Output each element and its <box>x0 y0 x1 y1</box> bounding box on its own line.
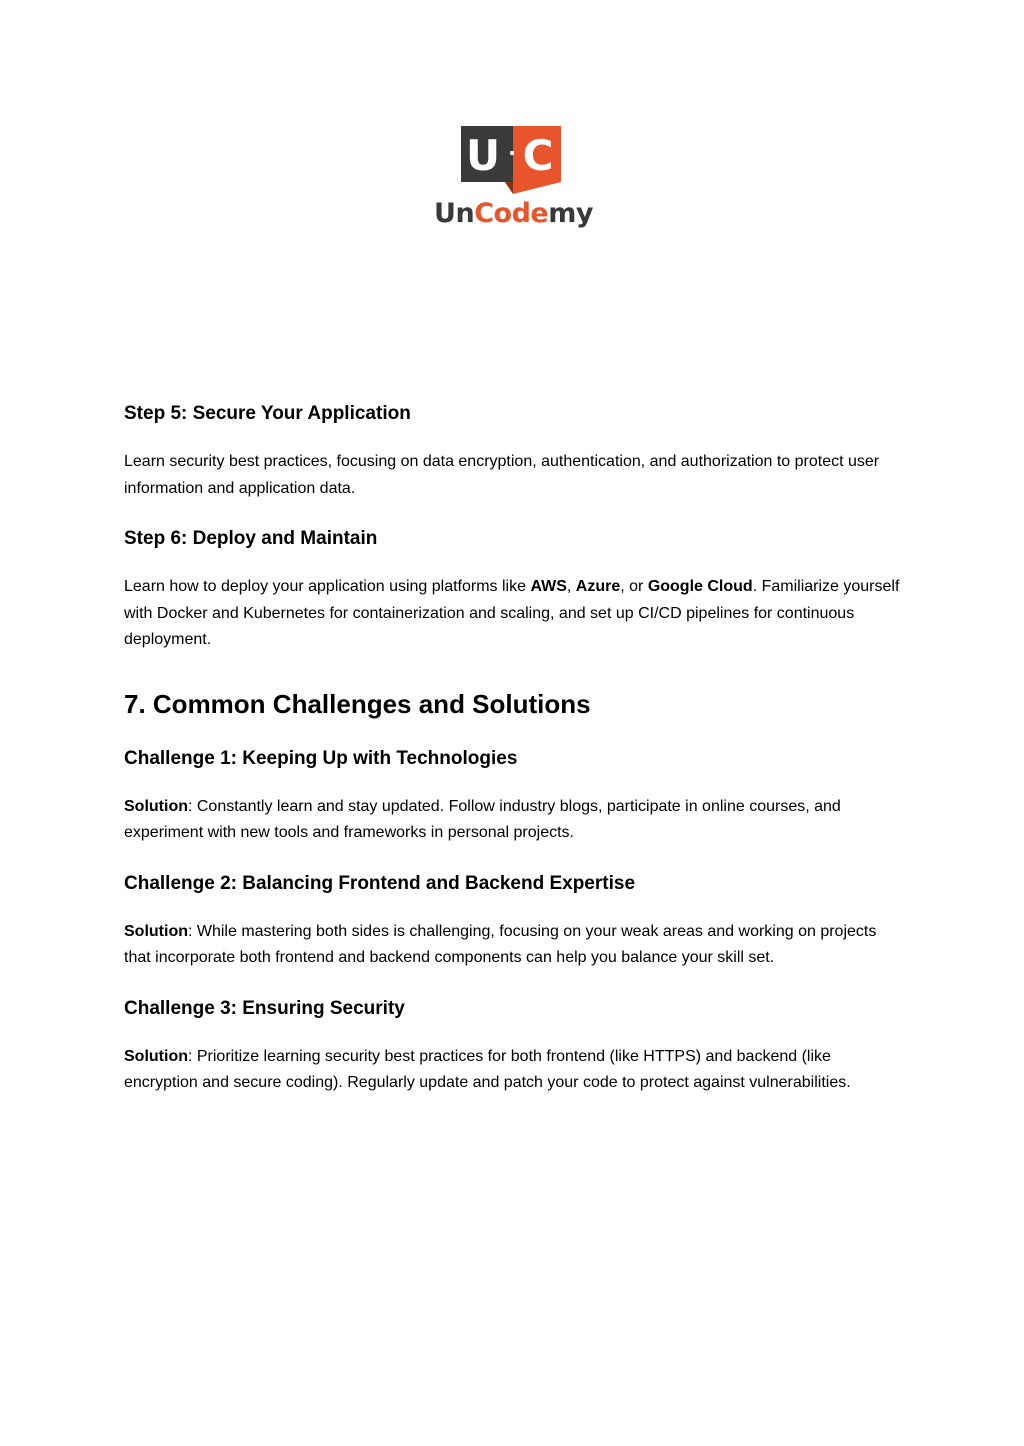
logo-word-part-1: Un <box>434 198 475 229</box>
step6-body-text-1: Learn how to deploy your application using platforms like <box>124 578 531 595</box>
challenge-1-heading: Challenge 1: Keeping Up with Technologies <box>124 747 518 769</box>
step6-body <box>124 574 904 654</box>
challenge-2-heading: Challenge 2: Balancing Frontend and Backend Expertise <box>124 872 636 894</box>
uncodemy-logo-mark <box>461 126 561 196</box>
step5-heading: Step 5: Secure Your Application <box>124 403 411 424</box>
challenge-1-solution-text: : Constantly learn and stay updated. Follow industry blogs, participate in online courses, and experiment with new tools and frameworks in personal projects. <box>124 797 841 841</box>
challenge-1-solution <box>124 794 904 847</box>
step6-heading: Step 6: Deploy and Maintain <box>124 528 378 549</box>
document-content <box>124 400 904 1097</box>
logo-mark-letter-u: U <box>465 131 501 180</box>
logo-word-part-3: my <box>548 198 593 229</box>
challenge-3-solution-text: : Prioritize learning security best practices for both frontend (like HTTPS) and backend (like encryption and secure coding). Regularly update and patch your code to protect against vulnerabilities. <box>124 1047 851 1091</box>
challenge-2-solution-text: : While mastering both sides is challenging, focusing on your weak areas and working on projects that incorporate both frontend and backend components can help you balance your skill set. <box>124 922 877 966</box>
challenges-heading: 7. Common Challenges and Solutions <box>124 688 591 719</box>
uncodemy-logo <box>431 126 596 236</box>
step6-azure: Azure <box>575 578 621 595</box>
logo-mark-dot: · <box>508 141 516 165</box>
step6-sep-2: , or <box>620 578 648 595</box>
step5-body: Learn security best practices, focusing on data encryption, authentication, and authorization to protect user information and application data. <box>124 453 880 497</box>
logo-wordmark <box>431 198 596 230</box>
challenge-1-solution-label: Solution <box>124 797 188 815</box>
challenge-2-solution <box>124 919 904 972</box>
challenge-3-solution <box>124 1044 904 1097</box>
challenge-2-solution-label: Solution <box>124 922 188 940</box>
step6-body-text-2: . Familiarize yourself with Docker and Kubernetes for containerization and scaling, and set up CI/CD pipelines for continuous deployment. <box>124 578 900 648</box>
step6-aws: AWS <box>530 578 567 595</box>
logo-word-part-2: Code <box>474 198 549 229</box>
step6-google-cloud: Google Cloud <box>647 578 753 595</box>
challenge-3-solution-label: Solution <box>124 1047 188 1065</box>
challenge-3-heading: Challenge 3: Ensuring Security <box>124 997 405 1019</box>
step6-sep-1: , <box>566 578 576 595</box>
logo-mark-letter-c: C <box>522 131 554 180</box>
